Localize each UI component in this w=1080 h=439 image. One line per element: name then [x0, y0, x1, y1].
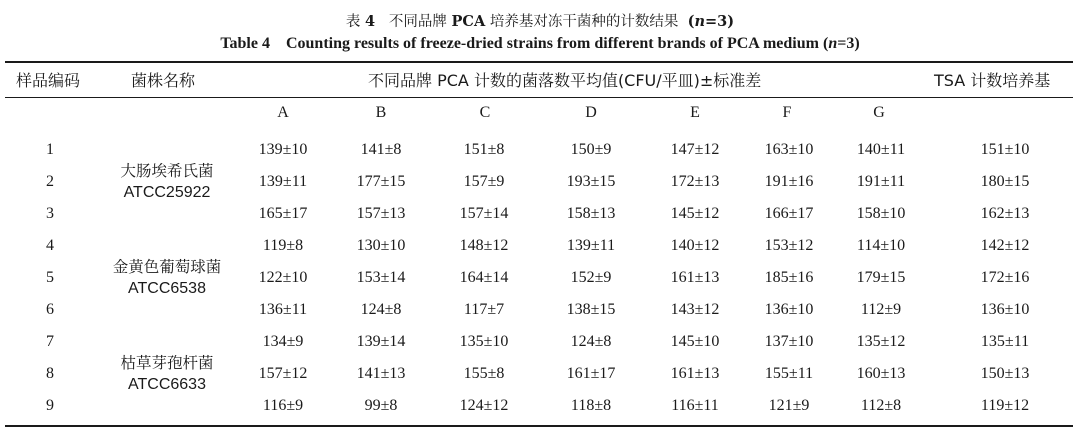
value-cell-e: 161±13 — [670, 269, 720, 286]
value-cell-b: 177±15 — [356, 173, 406, 190]
strain-cell — [100, 134, 234, 230]
value-cell-d: 124±8 — [570, 333, 612, 350]
sample-id-cell: 1 — [46, 141, 54, 158]
table-row — [0, 134, 1080, 166]
header-brand-g: G — [873, 104, 885, 121]
value-cell-f: 166±17 — [764, 205, 814, 222]
value-cell-b: 139±14 — [356, 333, 406, 350]
table-row — [0, 326, 1080, 358]
header-brand-c: C — [479, 104, 491, 121]
value-cell-f: 136±10 — [764, 301, 814, 318]
value-cell-f: 155±11 — [764, 365, 814, 382]
value-cell-a: 157±12 — [258, 365, 308, 382]
caption-en-text: Table 4 Counting results of freeze-dried strains from different brands of PCA medium ( — [220, 35, 829, 52]
value-cell-e: 161±13 — [670, 365, 720, 382]
strain-code: ATCC25922 — [123, 184, 211, 201]
caption-text: 不同品牌 — [388, 14, 447, 30]
table-bottom-rule — [5, 425, 1073, 427]
value-cell-d: 193±15 — [566, 173, 616, 190]
header-sample-code: 样品编码 — [16, 71, 81, 90]
value-cell-d: 152±9 — [570, 269, 612, 286]
tsa-cell: 151±10 — [980, 141, 1030, 158]
header-tsa: TSA 计数培养基 — [934, 71, 1051, 90]
value-cell-c: 157±9 — [463, 173, 505, 190]
tsa-cell: 150±13 — [980, 365, 1030, 382]
strain-cell — [100, 230, 234, 326]
caption-label: 表 — [345, 14, 361, 30]
tsa-cell: 180±15 — [980, 173, 1030, 190]
sample-id-cell: 8 — [46, 365, 54, 382]
value-cell-a: 116±9 — [262, 397, 304, 414]
caption-n: n — [694, 13, 705, 30]
value-cell-f: 163±10 — [764, 141, 814, 158]
header-brand-b: B — [375, 104, 387, 121]
value-cell-e: 145±12 — [670, 205, 720, 222]
caption-number: 4 — [365, 13, 376, 30]
tsa-cell: 142±12 — [980, 237, 1030, 254]
header-brand-d: D — [585, 104, 597, 121]
value-cell-a: 136±11 — [258, 301, 308, 318]
value-cell-a: 139±10 — [258, 141, 308, 158]
value-cell-f: 191±16 — [764, 173, 814, 190]
value-cell-d: 161±17 — [566, 365, 616, 382]
header-strain-name: 菌株名称 — [131, 71, 196, 90]
value-cell-e: 143±12 — [670, 301, 720, 318]
table-caption-zh — [0, 10, 1080, 31]
value-cell-b: 141±13 — [356, 365, 406, 382]
value-cell-c: 155±8 — [463, 365, 505, 382]
value-cell-g: 191±11 — [856, 173, 906, 190]
value-cell-c: 124±12 — [459, 397, 509, 414]
caption-n-open: ( — [687, 13, 695, 30]
strain-name: 大肠埃希氏菌 — [120, 162, 214, 180]
sample-id-cell: 4 — [46, 237, 54, 254]
tsa-cell: 172±16 — [980, 269, 1030, 286]
strain-code: ATCC6633 — [128, 376, 206, 393]
table-top-rule — [5, 61, 1073, 63]
value-cell-g: 179±15 — [856, 269, 906, 286]
tsa-cell: 135±11 — [980, 333, 1030, 350]
strain-code: ATCC6538 — [128, 280, 206, 297]
value-cell-g: 160±13 — [856, 365, 906, 382]
sample-id-cell: 7 — [46, 333, 54, 350]
value-cell-g: 135±12 — [856, 333, 906, 350]
value-cell-f: 185±16 — [764, 269, 814, 286]
sample-id-cell: 2 — [46, 173, 54, 190]
value-cell-b: 153±14 — [356, 269, 406, 286]
value-cell-g: 112±8 — [860, 397, 902, 414]
header-pca-group: 不同品牌 PCA 计数的菌落数平均值(CFU/平皿)±标准差 — [368, 71, 762, 90]
value-cell-g: 112±9 — [860, 301, 902, 318]
table-caption-en — [0, 35, 1080, 53]
value-cell-b: 124±8 — [360, 301, 402, 318]
value-cell-g: 140±11 — [856, 141, 906, 158]
value-cell-a: 122±10 — [258, 269, 308, 286]
value-cell-a: 134±9 — [262, 333, 304, 350]
caption-pca: PCA — [451, 13, 486, 30]
data-table — [0, 134, 1080, 422]
value-cell-d: 118±8 — [570, 397, 612, 414]
value-cell-d: 138±15 — [566, 301, 616, 318]
value-cell-c: 148±12 — [459, 237, 509, 254]
sample-id-cell: 6 — [46, 301, 54, 318]
value-cell-d: 150±9 — [570, 141, 612, 158]
value-cell-g: 114±10 — [856, 237, 906, 254]
value-cell-a: 165±17 — [258, 205, 308, 222]
value-cell-c: 151±8 — [463, 141, 505, 158]
value-cell-c: 157±14 — [459, 205, 509, 222]
value-cell-f: 121±9 — [768, 397, 810, 414]
value-cell-b: 130±10 — [356, 237, 406, 254]
value-cell-b: 141±8 — [360, 141, 402, 158]
value-cell-e: 140±12 — [670, 237, 720, 254]
value-cell-e: 145±10 — [670, 333, 720, 350]
value-cell-d: 139±11 — [566, 237, 616, 254]
sample-id-cell: 3 — [46, 205, 54, 222]
tsa-cell: 119±12 — [980, 397, 1030, 414]
value-cell-f: 153±12 — [764, 237, 814, 254]
value-cell-d: 158±13 — [566, 205, 616, 222]
header-brand-e: E — [690, 104, 700, 121]
value-cell-b: 99±8 — [364, 397, 398, 414]
sample-id-cell: 9 — [46, 397, 54, 414]
table-row — [0, 230, 1080, 262]
strain-name: 金黄色葡萄球菌 — [112, 258, 222, 276]
caption-en-n-rest: =3) — [837, 35, 860, 52]
caption-en-n: n — [828, 35, 838, 52]
value-cell-f: 137±10 — [764, 333, 814, 350]
strain-name: 枯草芽孢杆菌 — [120, 354, 214, 372]
value-cell-c: 164±14 — [459, 269, 509, 286]
tsa-cell: 162±13 — [980, 205, 1030, 222]
caption-text-2: 培养基对冻干菌种的计数结果 — [489, 14, 679, 30]
header-brand-a: A — [277, 104, 289, 121]
value-cell-e: 116±11 — [671, 397, 719, 414]
sample-id-cell: 5 — [46, 269, 54, 286]
value-cell-c: 135±10 — [459, 333, 509, 350]
value-cell-e: 172±13 — [670, 173, 720, 190]
header-brand-f: F — [782, 104, 792, 121]
caption-n-rest: =3) — [704, 13, 735, 30]
value-cell-a: 119±8 — [262, 237, 304, 254]
value-cell-e: 147±12 — [670, 141, 720, 158]
tsa-cell: 136±10 — [980, 301, 1030, 318]
value-cell-a: 139±11 — [258, 173, 308, 190]
table-header-rule — [5, 97, 1073, 98]
value-cell-b: 157±13 — [356, 205, 406, 222]
value-cell-c: 117±7 — [463, 301, 505, 318]
value-cell-g: 158±10 — [856, 205, 906, 222]
strain-cell — [100, 326, 234, 422]
